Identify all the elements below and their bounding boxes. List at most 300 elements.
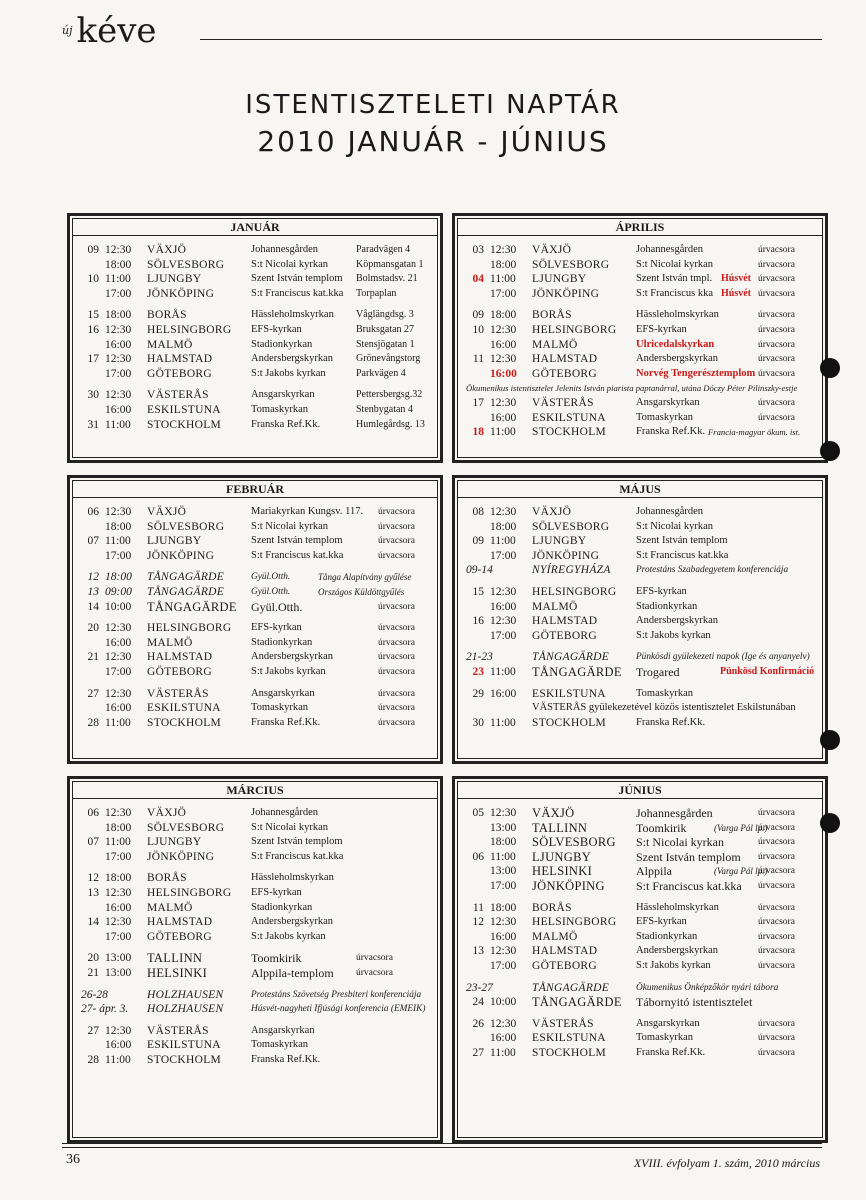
row-time: 16:00 [490, 930, 517, 943]
row-time: 17:00 [105, 549, 132, 562]
row-address: úrvacsora [758, 288, 795, 299]
row-time: 16:00 [490, 687, 517, 700]
row-city: ESKILSTUNA [532, 411, 606, 424]
row-time: 11:00 [105, 535, 131, 548]
row-church: S:t Nicolai kyrkan [636, 835, 724, 850]
row-address: Országos Küldöttgyűlés [318, 587, 405, 597]
month-heading: JÚNIUS [458, 782, 822, 799]
row-day: 23 [472, 666, 484, 678]
row-time: 17:00 [490, 960, 517, 972]
row-city: ESKILSTUNA [532, 687, 606, 700]
row-day: 12 [87, 872, 99, 885]
row-time: 13:00 [105, 952, 132, 965]
row-time: 12:30 [105, 916, 132, 929]
schedule-row [458, 716, 822, 730]
row-address: úrvacsora [758, 274, 795, 285]
schedule-row [73, 323, 437, 337]
row-city: LJUNGBY [147, 273, 202, 286]
row-time: 12:30 [490, 353, 517, 366]
row-day: 30 [472, 716, 484, 729]
row-church: S:t Jakobs kyrkan [251, 930, 326, 942]
row-day: 08 [472, 506, 484, 518]
row-city: VÄXJÖ [147, 506, 187, 518]
row-city: HALMSTAD [147, 353, 213, 366]
row-day: 26 [472, 1017, 484, 1030]
row-city: SÖLVESBORG [532, 520, 610, 533]
row-city: TÅNGAGÄRDE [147, 571, 225, 584]
row-day: 17 [472, 397, 484, 409]
schedule-row [73, 1038, 437, 1052]
row-address: úrvacsora [758, 917, 795, 928]
footer-rule [62, 1143, 822, 1144]
row-time: 12:30 [490, 324, 517, 336]
row-city: GÖTEBORG [147, 930, 213, 943]
row-time: 11:00 [490, 273, 516, 286]
row-address: Tånga Alapítvány gyűlése [318, 572, 412, 583]
schedule-row [73, 701, 437, 715]
row-city: JÖNKÖPING [532, 549, 600, 562]
row-time: 16:00 [105, 404, 132, 416]
row-church: Franska Ref.Kk. [251, 1054, 321, 1065]
row-day: 06 [472, 850, 484, 863]
row-city: NYÍREGYHÁZA [532, 564, 611, 577]
row-time: 16:00 [490, 338, 517, 351]
schedule-row [458, 821, 822, 835]
row-city: JÖNKÖPING [532, 879, 605, 893]
row-church: Toomkirik [251, 951, 302, 966]
row-city: ESKILSTUNA [147, 1039, 221, 1052]
month-heading: FEBRUÁR [73, 481, 437, 498]
row-church: EFS-kyrkan [251, 622, 302, 634]
schedule-row [458, 396, 822, 410]
row-time: 12:30 [490, 397, 517, 409]
row-church: S:t Jakobs kyrkan [636, 629, 711, 641]
row-day: 13 [87, 586, 99, 598]
row-day: 26-28 [81, 988, 108, 1001]
row-day: 07 [87, 535, 99, 548]
row-day: 21 [87, 967, 99, 979]
row-day: 18 [472, 426, 484, 439]
row-church: S:t Nicolai kyrkan [636, 258, 713, 270]
row-day: 06 [87, 506, 99, 518]
row-address: úrvacsora [378, 652, 415, 663]
row-city: HELSINGBORG [147, 324, 232, 336]
row-church: Szent István templom [251, 273, 343, 285]
row-address: úrvacsora [758, 310, 795, 321]
schedule-row [458, 308, 822, 322]
schedule-row [458, 338, 822, 352]
row-time: 12:30 [490, 586, 517, 598]
row-address: Pettersbergsg.32 [356, 389, 423, 401]
row-city: HELSINGBORG [147, 622, 232, 635]
row-city: VÄSTERÅS [147, 389, 209, 402]
row-address: Grönevångstorg [356, 353, 421, 365]
row-church: Alppila [636, 864, 672, 879]
row-time: 18:00 [490, 258, 517, 271]
schedule-row [73, 258, 437, 272]
row-city: ESKILSTUNA [147, 404, 221, 416]
row-church: Szent István templom [636, 849, 741, 864]
row-church: Gyül.Otth. [251, 572, 291, 583]
row-address: Bolmstadsv. 21 [356, 273, 418, 285]
month-heading: MÁRCIUS [73, 782, 437, 799]
row-time: 12:30 [105, 1024, 132, 1037]
row-city: TÅNGAGÄRDE [532, 995, 622, 1010]
schedule-row [73, 287, 437, 301]
row-time: 11:00 [490, 426, 516, 439]
row-church: Tomaskyrkan [636, 687, 694, 699]
schedule-row [458, 520, 822, 534]
row-time: 11:00 [105, 836, 131, 849]
row-church: Andersbergskyrkan [636, 353, 719, 365]
row-city: HALMSTAD [147, 651, 213, 664]
row-church: Andersbergskyrkan [251, 916, 334, 928]
row-church: Ansgarskyrkan [251, 389, 315, 401]
schedule-row [458, 287, 822, 301]
row-city: STOCKHOLM [147, 716, 222, 729]
row-address: úrvacsora [378, 717, 415, 728]
schedule-row [73, 1002, 437, 1016]
row-city: GÖTEBORG [532, 367, 598, 380]
row-church: S:t Nicolai kyrkan [251, 258, 328, 270]
schedule-row [73, 966, 437, 980]
row-church: Pünkösdi gyülekezeti napok (Ige és anyanyelv) [636, 652, 810, 663]
row-city: VÄXJÖ [147, 244, 187, 256]
row-day: 17 [87, 353, 99, 366]
row-church: Ansgarskyrkan [636, 397, 700, 408]
row-time: 10:00 [105, 600, 132, 613]
row-city: HOLZHAUSEN [147, 1003, 224, 1016]
row-day: 31 [87, 418, 99, 431]
row-city: STOCKHOLM [532, 1047, 607, 1059]
schedule-row [73, 418, 437, 432]
row-city: TÅNGAGÄRDE [147, 586, 225, 598]
row-city: STOCKHOLM [532, 716, 607, 729]
row-church: Franska Ref.Kk. [636, 426, 706, 438]
schedule-row [73, 505, 437, 519]
row-address: Våglängdsg. 3 [356, 309, 414, 321]
row-address: úrvacsora [378, 601, 415, 612]
row-time: 17:00 [490, 287, 517, 300]
row-day: 15 [87, 309, 99, 322]
row-address: úrvacsora [758, 866, 795, 877]
row-address: úrvacsora [378, 507, 415, 517]
row-church: S:t Franciscus kat.kka [636, 549, 729, 561]
row-time: 18:00 [105, 571, 132, 584]
month-heading: ÁPRILIS [458, 219, 822, 236]
row-day: 12 [87, 571, 99, 584]
row-church: Alppila-templom [251, 966, 334, 980]
row-address: úrvacsora [378, 667, 415, 677]
row-time: 18:00 [105, 872, 132, 885]
row-church: Gyül.Otth. [251, 587, 291, 597]
row-city: HALMSTAD [532, 945, 598, 958]
schedule-row [458, 585, 822, 599]
row-church: Szent István tmpl. [636, 273, 713, 285]
row-city: ESKILSTUNA [147, 702, 221, 715]
row-city: JÖNKÖPING [147, 850, 215, 863]
row-time: 17:00 [490, 880, 517, 892]
row-day: 27 [87, 687, 99, 700]
row-address: úrvacsora [378, 536, 415, 547]
binder-hole [820, 441, 840, 461]
row-address: úrvacsora [378, 688, 415, 699]
row-time: 11:00 [490, 1047, 516, 1059]
row-time: 16:00 [105, 636, 132, 649]
month-box [452, 475, 828, 764]
schedule-row [458, 901, 822, 915]
row-time: 13:00 [490, 865, 517, 878]
row-city: LJUNGBY [532, 849, 592, 864]
row-time: 17:00 [105, 367, 132, 380]
row-time: 16:00 [105, 338, 132, 351]
row-time: 16:00 [490, 411, 517, 424]
row-time: 17:00 [105, 850, 132, 863]
schedule-row [458, 549, 822, 563]
row-time: 11:00 [105, 1054, 131, 1066]
schedule-row [73, 716, 437, 730]
row-address: úrvacsora [758, 1033, 795, 1044]
row-city: TÅNGAGÄRDE [532, 651, 610, 664]
row-day: 28 [87, 1054, 99, 1066]
row-church: S:t Nicolai kyrkan [636, 520, 713, 532]
row-address: úrvacsora [758, 961, 795, 971]
row-time: 16:00 [105, 901, 132, 914]
row-day: 06 [87, 807, 99, 819]
row-day: 13 [87, 887, 99, 899]
schedule-row [73, 901, 437, 915]
row-day: 21-23 [466, 651, 493, 664]
row-address: úrvacsora [758, 808, 795, 818]
page-subtitle: 2010 JANUÁR - JÚNIUS [257, 125, 609, 158]
schedule-row [458, 600, 822, 614]
row-city: SÖLVESBORG [532, 258, 610, 271]
row-day: 20 [87, 952, 99, 965]
row-day: 16 [472, 615, 484, 628]
row-time: 12:30 [105, 651, 132, 664]
schedule-row [73, 621, 437, 635]
row-address: úrvacsora [758, 325, 795, 335]
row-church: Hässleholmskyrkan [251, 309, 334, 321]
row-church: Ansgarskyrkan [251, 1024, 315, 1036]
row-church: S:t Nicolai kyrkan [251, 821, 328, 833]
row-address: Stenbygatan 4 [356, 404, 413, 415]
row-time: 18:00 [490, 309, 517, 322]
row-day: 09-14 [466, 564, 493, 577]
binder-hole [820, 358, 840, 378]
row-church: S:t Franciscus kat.kka [251, 287, 344, 299]
row-address: úrvacsora [758, 931, 795, 942]
schedule-row [73, 388, 437, 402]
row-address: Paradvägen 4 [356, 244, 411, 255]
row-address: úrvacsora [758, 1048, 795, 1058]
row-city: GÖTEBORG [147, 367, 213, 380]
schedule-row [458, 614, 822, 628]
schedule-row [73, 600, 437, 614]
row-city: SÖLVESBORG [147, 821, 225, 834]
row-address: úrvacsora [356, 953, 393, 964]
row-day: 27 [87, 1024, 99, 1037]
row-address: úrvacsora [758, 881, 795, 891]
row-church: Ulricedalskyrkan [636, 338, 715, 350]
schedule-row [458, 563, 822, 577]
row-time: 17:00 [105, 666, 132, 678]
row-church: Johannesgården [636, 244, 704, 255]
row-pastor: (Varga Pál lp.) [714, 822, 768, 833]
schedule-row [458, 243, 822, 257]
row-church: Tomaskyrkan [251, 702, 309, 714]
row-church: Stadionkyrkan [636, 600, 698, 612]
row-note: Ökumenikus istentisztelet Jelenits István piarista paptanárral, utána Dóczy Péter Pilinszky-estje [466, 383, 798, 394]
schedule-row [458, 411, 822, 425]
row-time: 11:00 [105, 273, 131, 286]
row-time: 18:00 [105, 520, 132, 533]
row-address: úrvacsora [758, 368, 795, 379]
row-time: 12:30 [105, 887, 132, 899]
row-time: 17:00 [105, 930, 132, 943]
row-time: 12:30 [105, 622, 132, 635]
schedule-row [458, 258, 822, 272]
issue-info: XVIII. évfolyam 1. szám, 2010 március [633, 1156, 820, 1170]
schedule-row [73, 988, 437, 1002]
schedule-row [73, 367, 437, 381]
row-day: 14 [87, 600, 99, 613]
row-city: TÅNGAGÄRDE [532, 981, 610, 994]
row-city: MALMÖ [532, 930, 578, 943]
schedule-row [458, 944, 822, 958]
row-city: VÄSTERÅS [147, 687, 209, 700]
row-day: 21 [87, 651, 99, 664]
row-address: úrvacsora [758, 259, 795, 270]
row-church: Hässleholmskyrkan [636, 309, 719, 321]
row-time: 17:00 [490, 549, 517, 562]
row-church: Franska Ref.Kk. [251, 716, 321, 728]
row-church: EFS-kyrkan [251, 324, 302, 335]
row-day: 10 [472, 324, 484, 336]
month-box [452, 213, 828, 463]
row-city: SÖLVESBORG [147, 258, 225, 271]
schedule-row [458, 1031, 822, 1045]
row-day: 11 [472, 353, 484, 366]
row-church: Tomaskyrkan [251, 1039, 309, 1051]
row-address: úrvacsora [758, 412, 795, 423]
schedule-row [73, 520, 437, 534]
row-day: 27 [472, 1047, 484, 1059]
page-title: ISTENTISZTELETI NAPTÁR [245, 90, 621, 120]
row-city: HOLZHAUSEN [147, 988, 224, 1001]
row-time: 13:00 [490, 821, 517, 834]
row-city: MALMÖ [532, 600, 578, 613]
row-time: 12:30 [490, 244, 517, 256]
row-church: EFS-kyrkan [251, 887, 302, 898]
schedule-row [73, 338, 437, 352]
row-address: Parkvägen 4 [356, 367, 406, 379]
row-church: Gyül.Otth. [251, 599, 303, 614]
row-address: úrvacsora [378, 550, 415, 561]
row-day: 05 [472, 807, 484, 819]
schedule-row [73, 585, 437, 599]
schedule-row [458, 650, 822, 664]
row-church: Stadionkyrkan [636, 930, 698, 942]
row-address: Köpmansgatan 1 [356, 258, 424, 270]
schedule-row [458, 864, 822, 878]
row-church: EFS-kyrkan [636, 586, 687, 597]
row-time: 12:30 [105, 324, 132, 336]
row-church: Ansgarskyrkan [636, 1017, 700, 1029]
row-day: 30 [87, 389, 99, 402]
row-day: 14 [87, 916, 99, 929]
row-address: Torpaplan [356, 287, 397, 299]
row-day: 23-27 [466, 981, 493, 994]
schedule-row [73, 650, 437, 664]
row-day: 12 [472, 916, 484, 929]
schedule-row [458, 1046, 822, 1060]
row-city: VÄSTERÅS [532, 1017, 594, 1030]
row-time: 12:30 [490, 506, 517, 518]
row-city: VÄXJÖ [532, 806, 575, 820]
row-city: JÖNKÖPING [147, 549, 215, 562]
schedule-row [73, 951, 437, 965]
schedule-row [73, 835, 437, 849]
row-church: Tomaskyrkan [636, 1032, 694, 1044]
row-day: 09 [472, 309, 484, 322]
row-time: 18:00 [105, 309, 132, 322]
row-city: HALMSTAD [532, 615, 598, 628]
row-address: Francia-magyar ökum. ist. [708, 427, 801, 438]
row-day: 13 [472, 945, 484, 958]
row-church: Szent István templom [251, 836, 343, 848]
row-time: 12:30 [105, 389, 132, 402]
logo-text: kéve [76, 11, 157, 51]
schedule-row [458, 425, 822, 439]
row-day: 15 [472, 586, 484, 598]
row-address: úrvacsora [758, 822, 795, 833]
row-day: 16 [87, 324, 99, 336]
row-time: 12:30 [490, 807, 517, 819]
row-city: GÖTEBORG [532, 960, 598, 972]
row-time: 12:30 [105, 244, 132, 256]
row-church: Franska Ref.Kk. [636, 716, 706, 728]
row-church: Mariakyrkan Kungsv. 117. [251, 506, 364, 517]
row-city: JÖNKÖPING [532, 287, 600, 300]
row-time: 16:00 [105, 1039, 132, 1052]
row-city: BORÅS [532, 309, 572, 322]
row-church: Trogared [636, 665, 680, 679]
row-church: Stadionkyrkan [251, 636, 313, 648]
row-church: Tábornyitó istentisztelet [636, 995, 753, 1010]
row-city: LJUNGBY [147, 836, 202, 849]
row-church: EFS-kyrkan [636, 916, 687, 928]
row-city: HELSINGBORG [532, 916, 617, 929]
row-time: 09:00 [105, 586, 132, 598]
row-church: Johannesgården [636, 506, 704, 517]
row-city: HELSINKI [147, 966, 208, 980]
schedule-row [458, 367, 822, 381]
row-city: GÖTEBORG [147, 666, 213, 678]
row-city: MALMÖ [147, 636, 193, 649]
row-city: JÖNKÖPING [147, 287, 215, 300]
row-city: BORÅS [147, 872, 187, 885]
row-time: 11:00 [105, 716, 131, 729]
row-city: VÄXJÖ [532, 244, 572, 256]
schedule-row [458, 806, 822, 820]
row-city: VÄXJÖ [532, 506, 572, 518]
schedule-row [73, 272, 437, 286]
schedule-row [73, 549, 437, 563]
row-address: úrvacsora [378, 637, 415, 648]
schedule-row [73, 915, 437, 929]
row-church: Ansgarskyrkan [251, 687, 315, 699]
